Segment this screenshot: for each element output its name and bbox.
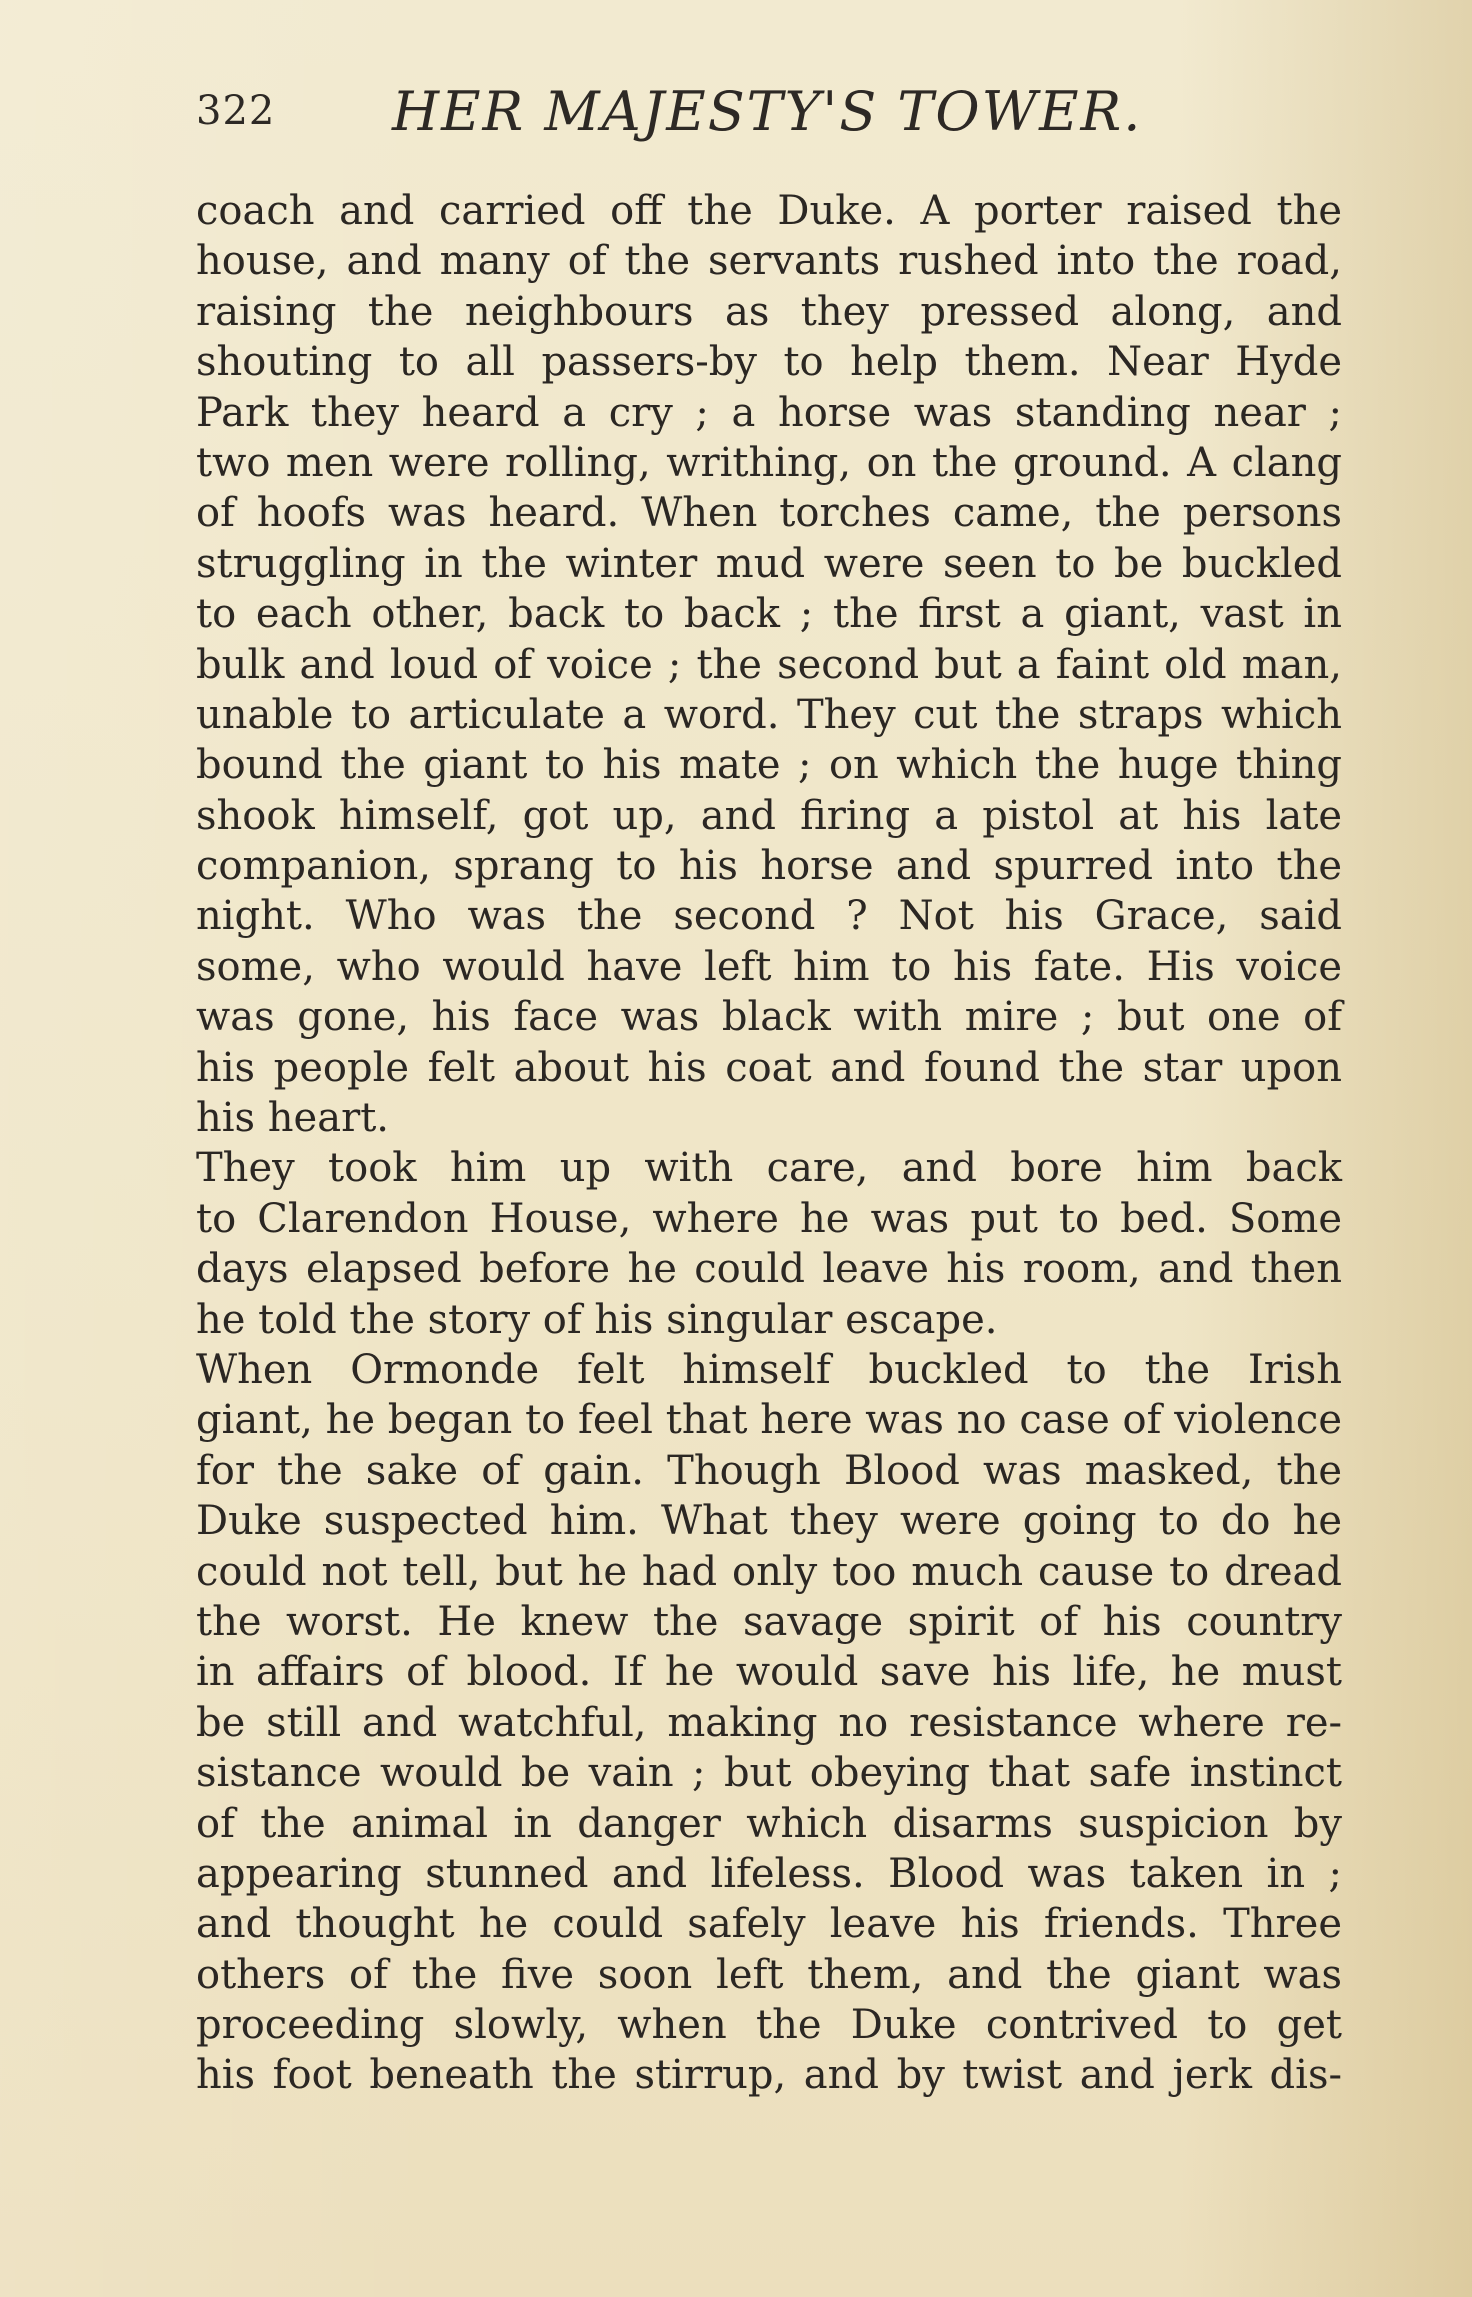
text-line: others of the five soon left them, and the giant was (196, 1951, 1342, 1998)
text-line: to Clarendon House, where he was put to bed. Some (196, 1195, 1342, 1242)
text-line: house, and many of the servants rushed into the road, (196, 238, 1342, 285)
text-line: was gone, his face was black with mire ; but one of (196, 994, 1342, 1041)
text-line: be still and watchful, making no resistance where re- (196, 1699, 1342, 1746)
text-line: shouting to all passers-by to help them. Near Hyde (196, 339, 1342, 386)
text-line: coach and carried off the Duke. A porter raised the (196, 188, 1342, 234)
text-line: When Ormonde felt himself buckled to the Irish (196, 1346, 1342, 1393)
text-line: They took him up with care, and bore him back (196, 1145, 1342, 1192)
text-line: days elapsed before he could leave his room, and then (196, 1246, 1342, 1293)
text-line: proceeding slowly, when the Duke contrived to get (196, 2002, 1342, 2049)
text-line: and thought he could safely leave his friends. Three (196, 1901, 1342, 1948)
page-number: 322 (196, 88, 276, 134)
text-line: unable to articulate a word. They cut the straps which (196, 691, 1342, 738)
text-line: of hoofs was heard. When torches came, the persons (196, 490, 1342, 537)
text-line: he told the story of his singular escape. (196, 1296, 998, 1343)
text-line: sistance would be vain ; but obeying that safe instinct (196, 1750, 1342, 1797)
text-line: his foot beneath the stirrup, and by twist and jerk dis- (196, 2052, 1342, 2099)
text-line: raising the neighbours as they pressed along, and (196, 288, 1342, 335)
text-line: two men were rolling, writhing, on the ground. A clang (196, 439, 1342, 486)
text-line: to each other, back to back ; the first a giant, vast in (196, 591, 1342, 638)
text-line: in affairs of blood. If he would save his life, he must (196, 1649, 1342, 1696)
text-line: companion, sprang to his horse and spurred into the (196, 843, 1342, 890)
text-line: giant, he began to feel that here was no case of violence (196, 1397, 1342, 1444)
text-line: night. Who was the second ? Not his Grace, said (196, 893, 1342, 940)
text-line: bound the giant to his mate ; on which the huge thing (196, 742, 1342, 789)
text-line: struggling in the winter mud were seen to be buckled (196, 540, 1342, 587)
text-line: his people felt about his coat and found the star upon (196, 1044, 1342, 1091)
text-line: appearing stunned and lifeless. Blood was taken in ; (196, 1850, 1342, 1897)
text-line: Duke suspected him. What they were going to do he (196, 1498, 1342, 1545)
text-line: could not tell, but he had only too much cause to dread (196, 1548, 1342, 1595)
page-header (196, 80, 1346, 143)
text-line: some, who would have left him to his fate. His voice (196, 943, 1342, 990)
text-line: his heart. (196, 1095, 389, 1142)
running-head: HER MAJESTY'S TOWER. (392, 80, 1143, 143)
text-line: shook himself, got up, and firing a pistol at his late (196, 792, 1342, 839)
text-line: of the animal in danger which disarms suspicion by (196, 1800, 1342, 1847)
text-line: Park they heard a cry ; a horse was standing near ; (196, 389, 1342, 436)
text-line: for the sake of gain. Though Blood was masked, the (196, 1447, 1342, 1494)
body-text (196, 186, 1342, 2101)
text-line: the worst. He knew the savage spirit of his country (196, 1598, 1342, 1645)
text-line: bulk and loud of voice ; the second but a faint old man, (196, 641, 1342, 688)
